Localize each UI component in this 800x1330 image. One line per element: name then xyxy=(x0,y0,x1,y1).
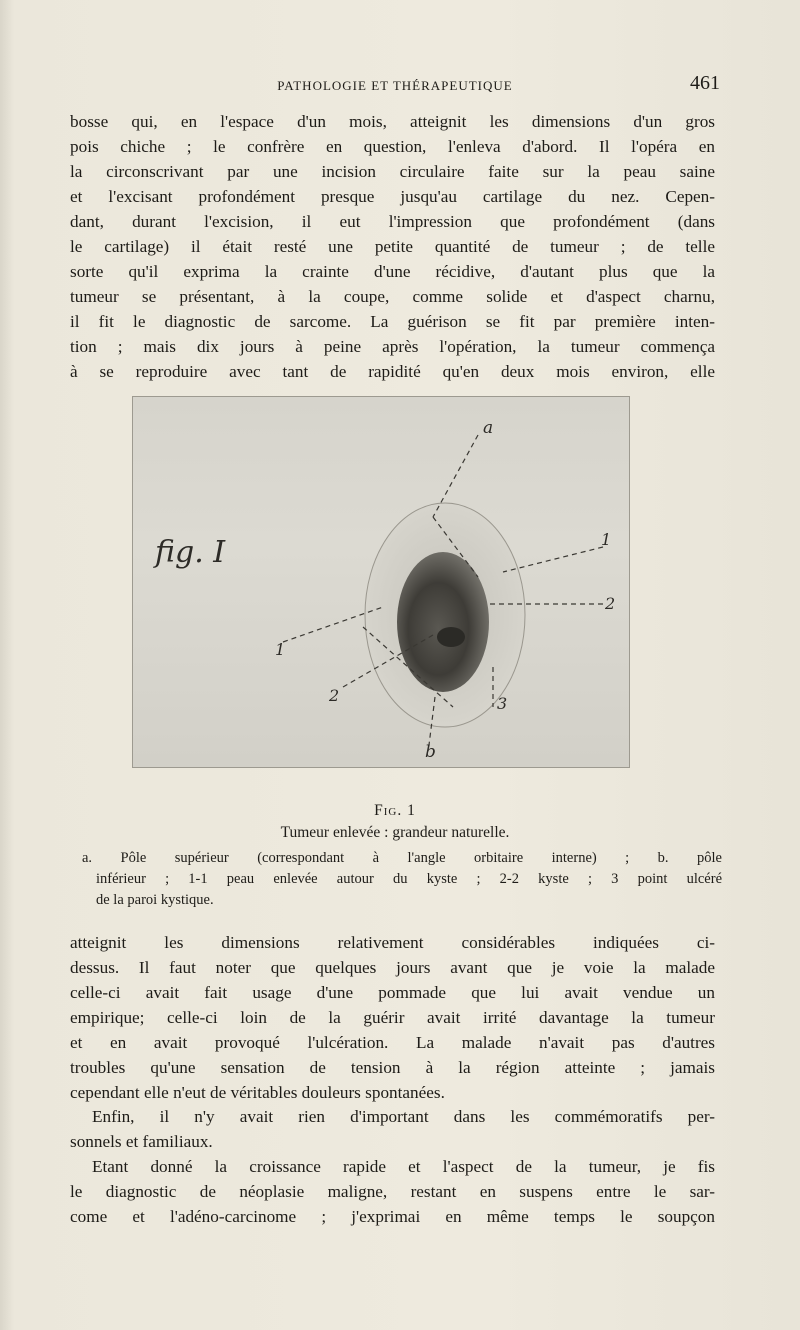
text-line: dessus. Il faut noter que quelques jours avant que je voie la malade xyxy=(70,958,715,977)
text-line: à se reproduire avec tant de rapidité qu'en deux mois environ, elle xyxy=(70,362,715,381)
text-line: empirique; celle-ci loin de la guérir avait irrité davantage la tumeur xyxy=(70,1008,715,1027)
text-line: le diagnostic de néoplasie maligne, restant en suspens entre le sar- xyxy=(70,1182,715,1201)
cyst-mass xyxy=(397,552,489,692)
mark-b: b xyxy=(425,742,436,762)
text-line: Etant donné la croissance rapide et l'aspect de la tumeur, je fis xyxy=(92,1157,715,1176)
text-line: troubles qu'une sensation de tension à la région atteinte ; jamais xyxy=(70,1058,715,1077)
figure-handwritten-label: fig. I xyxy=(155,535,226,570)
figure-label: Fig. 1 xyxy=(374,802,416,819)
text-line: cependant elle n'eut de véritables douleurs spontanées. xyxy=(70,1083,445,1102)
text-line: bosse qui, en l'espace d'un mois, atteignit les dimensions d'un gros xyxy=(70,112,715,131)
text-line: celle-ci avait fait usage d'une pommade que lui avait vendue un xyxy=(70,983,715,1002)
text-line: tumeur se présentant, à la coupe, comme solide et d'aspect charnu, xyxy=(70,287,715,306)
paragraph-1 xyxy=(70,109,715,384)
text-line: Enfin, il n'y avait rien d'important dans les commémoratifs per- xyxy=(92,1107,715,1126)
figure-legend xyxy=(82,848,722,911)
text-line: le cartilage) il était resté une petite quantité de tumeur ; de telle xyxy=(70,237,715,256)
mark-a: a xyxy=(483,418,494,438)
legend-line: de la paroi kystique. xyxy=(96,892,214,908)
legend-line: a. Pôle supérieur (correspondant à l'angle orbitaire interne) ; b. pôle xyxy=(82,850,722,866)
paragraph-2 xyxy=(70,930,715,1105)
text-line: tion ; mais dix jours à peine après l'opération, la tumeur commença xyxy=(70,337,715,356)
text-line: pois chiche ; le confrère en question, l'enleva d'abord. Il l'opéra en xyxy=(70,137,715,156)
mark-one-right: 1 xyxy=(601,530,612,549)
running-title: PATHOLOGIE ET THÉRAPEUTIQUE xyxy=(277,78,513,93)
legend-line: inférieur ; 1-1 peau enlevée autour du kyste ; 2-2 kyste ; 3 point ulcéré xyxy=(96,871,722,887)
paragraph-3 xyxy=(70,1104,715,1154)
mark-two-right: 2 xyxy=(605,594,616,613)
page-header xyxy=(70,72,720,100)
text-line: et l'excisant profondément presque jusqu'au cartilage du nez. Cepen- xyxy=(70,187,715,206)
text-line: come et l'adéno-carcinome ; j'exprimai en même temps le soupçon xyxy=(70,1207,715,1226)
text-line: la circonscrivant par une incision circulaire faite sur la peau saine xyxy=(70,162,715,181)
figure-title: Tumeur enlevée : grandeur naturelle. xyxy=(280,824,510,841)
tumor-photograph xyxy=(132,396,630,768)
text-line: atteignit les dimensions relativement considérables indiquées ci- xyxy=(70,933,715,952)
tumor-illustration xyxy=(133,397,629,767)
paragraph-4 xyxy=(70,1154,715,1229)
mark-three: 3 xyxy=(497,694,508,713)
mark-two-left: 2 xyxy=(329,686,340,705)
ulcerated-point xyxy=(437,627,465,647)
text-line: sonnels et familiaux. xyxy=(70,1132,213,1151)
text-line: dant, durant l'excision, il eut l'impression que profondément (dans xyxy=(70,212,715,231)
text-line: il fit le diagnostic de sarcome. La guérison se fit par première inten- xyxy=(70,312,715,331)
page-number: 461 xyxy=(690,72,720,94)
text-line: sorte qu'il exprima la crainte d'une récidive, d'autant plus que la xyxy=(70,262,715,281)
mark-one-left: 1 xyxy=(275,640,286,659)
text-line: et en avait provoqué l'ulcération. La malade n'avait pas d'autres xyxy=(70,1033,715,1052)
